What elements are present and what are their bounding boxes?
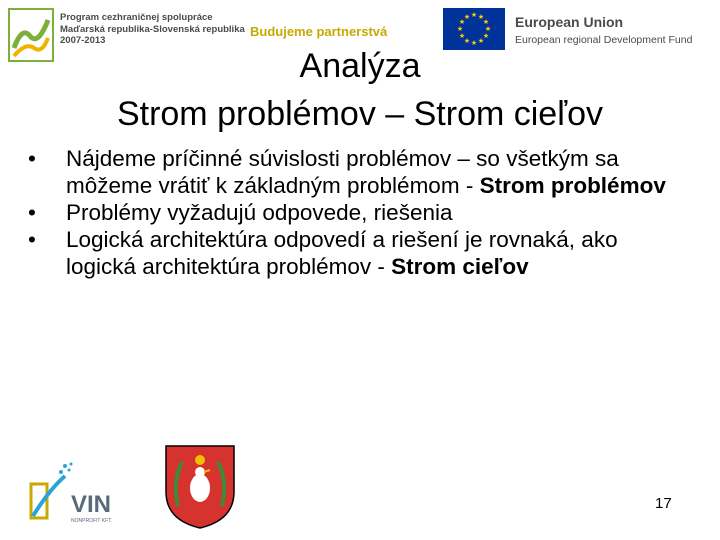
vin-logo-subtext: NONPROFIT KFT. [71,518,113,524]
svg-text:★: ★ [477,37,485,45]
program-line-3: 2007-2013 [60,35,106,46]
svg-text:★: ★ [458,32,466,40]
slide-title-line-1: Analýza [299,47,421,85]
svg-text:★: ★ [463,37,471,45]
svg-text:★: ★ [456,25,464,33]
svg-text:★: ★ [477,13,485,21]
svg-text:★: ★ [482,18,490,26]
program-line-1: Program cezhraničnej spolupráce [60,12,213,23]
eu-subtitle: European regional Development Fund [515,34,693,46]
eu-title: European Union [515,14,624,30]
bullet-text-1: Nájdeme príčinné súvislosti problémov – so všetkým sa môžeme vrátiť k základným problémom - [66,146,619,198]
bullet-marker: • [28,146,36,171]
svg-text:★: ★ [470,11,478,19]
bullet-text-3: Logická architektúra odpovedí a riešení je rovnaká, ako logická architektúra problémov - [66,227,618,279]
svg-text:★: ★ [482,32,490,40]
bullet-text-2: Problémy vyžadujú odpovede, riešenia [66,200,453,225]
bullet-item-3 [28,226,668,280]
bullet-bold-1: Strom problémov [479,173,666,198]
vin-logo-text: VIN [71,491,112,518]
svg-text:★: ★ [484,25,492,33]
eu-flag-icon [443,8,505,50]
vin-logo-icon [25,460,143,528]
bullet-bold-3: Strom cieľov [391,254,529,279]
svg-text:★: ★ [458,18,466,26]
bullet-item-1 [28,145,668,199]
partnership-slogan: Budujeme partnerstvá [250,24,388,39]
program-text [60,12,245,47]
bullet-marker: • [28,227,36,252]
page-number: 17 [655,495,672,512]
svg-text:★: ★ [463,13,471,21]
bullet-list [28,145,668,280]
svg-text:★: ★ [470,39,478,47]
bullet-marker: • [28,200,36,225]
bullet-item-2 [28,199,668,226]
program-line-2: Maďarská republika-Slovenská republika [60,23,245,35]
coat-of-arms-icon [162,442,238,530]
slide-title-line-2: Strom problémov – Strom cieľov [116,95,604,133]
